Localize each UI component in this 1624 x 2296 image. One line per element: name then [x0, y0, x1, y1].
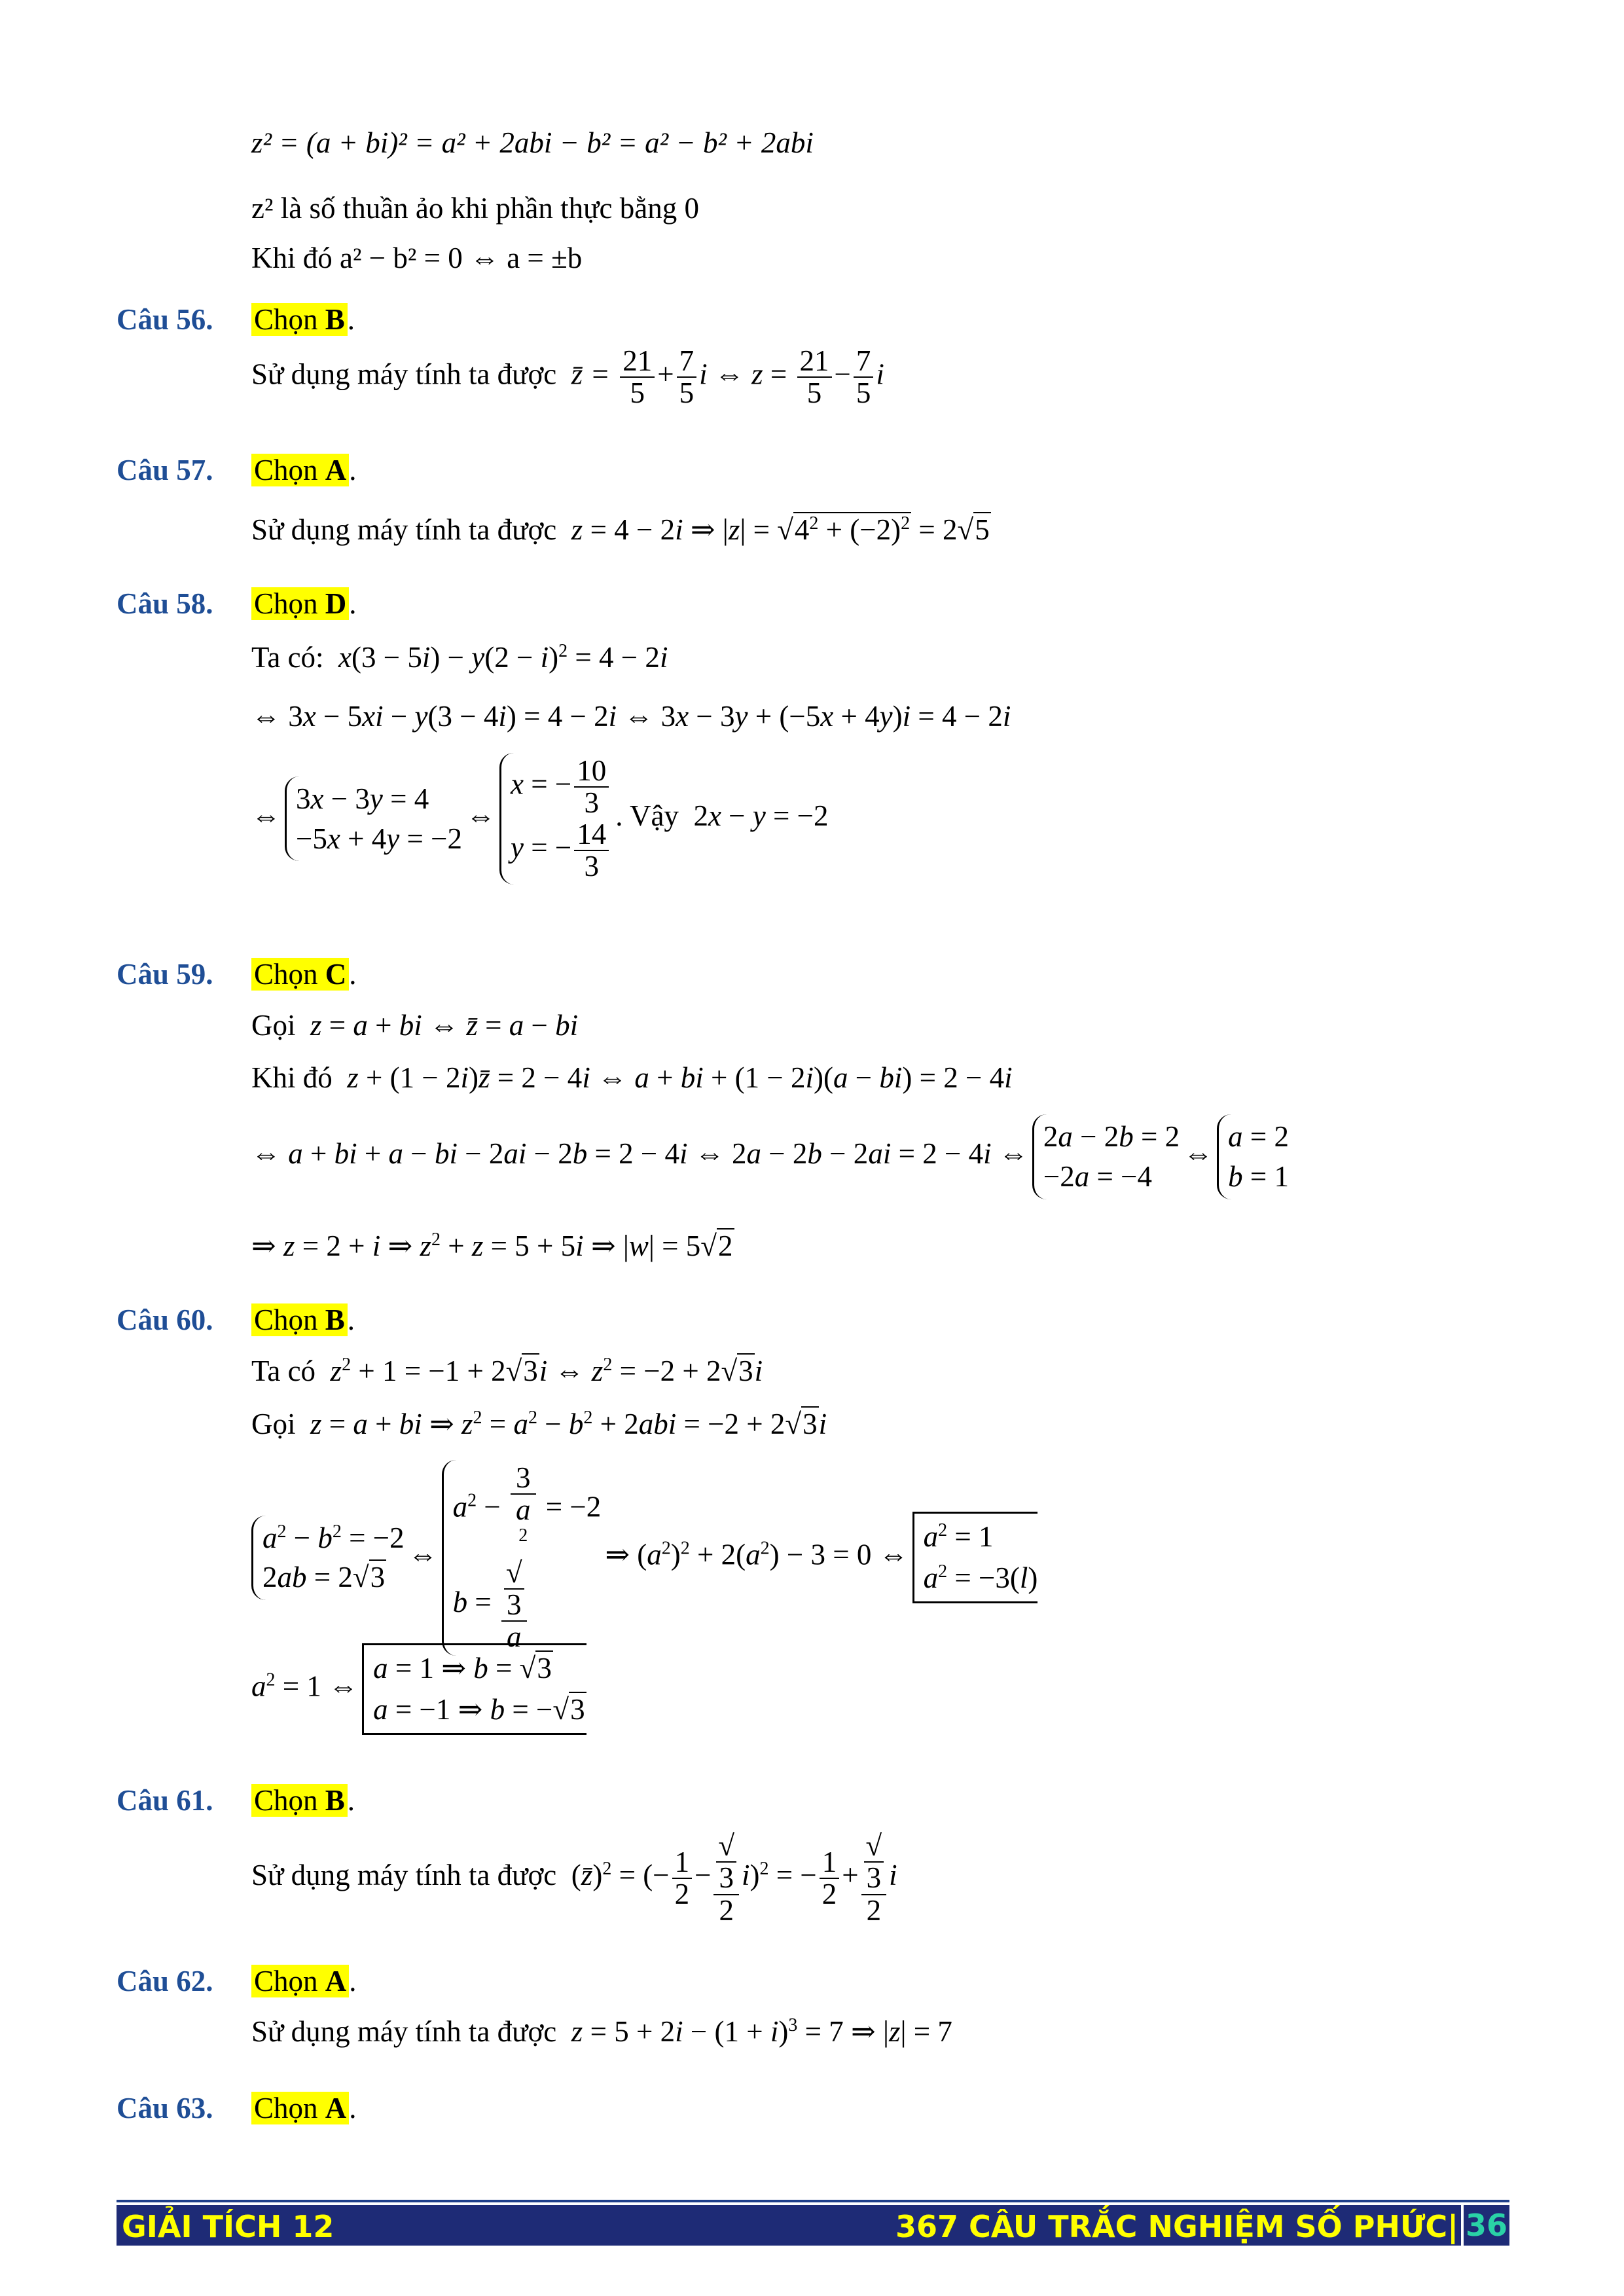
question-60-step3: $a^2 - b^2 = -2$ 2ab = 2√3 ⇔ $a^2$ − 3 a $^2$ = −2 b = √ 3 a ⇒ $(a^2)^2 + 2(a^2) - 3 = 0$ ⇔ $a^2 = 1$ $a^2 = -3(l)$ [251, 1460, 1041, 1656]
footer-right-title: 367 CÂU TRẮC NGHIỆM SỐ PHỨC| [895, 2209, 1458, 2244]
eq-khi-do: Khi đó a² − b² = 0 ⇔ a = ±b [251, 242, 583, 274]
question-62-label: Câu 62. [117, 1965, 213, 1997]
eq-z-squared: z² = (a + bi)² = a² + 2abi − b² = a² − b² + 2abi [251, 126, 814, 159]
question-57-label: Câu 57. [117, 454, 213, 486]
question-57-choice: Chọn A. [251, 453, 357, 487]
question-56-label: Câu 56. [117, 303, 213, 336]
footer-left-title: GIẢI TÍCH 12 [122, 2209, 334, 2244]
question-62-solution: Sử dụng máy tính ta được $z = 5 + 2i - (1 + i)^3 = 7$ ⇒ |z| = 7 [251, 2015, 952, 2048]
question-60-step1: Ta có $z^2 + 1 = -1 + 2√3i$ ⇔ $z^2 = -2 + 2√3i$ [251, 1355, 763, 1387]
question-58-step3: ⇔ 3x − 3y = 4 −5x + 4y = −2 ⇔ x = − $\frac{10}{3}$ y = − $\frac{14}{3}$ . Vậy 2x − y = −2 [251, 753, 829, 884]
question-63-label: Câu 63. [117, 2092, 213, 2124]
question-59-step3: ⇔ a + bi + a − bi − 2ai − 2b = 2 − 4i ⇔ 2a − 2b − 2ai = 2 − 4i ⇔ 2a − 2b = 2 −2a = −4 ⇔ a = 2 b = 1 [251, 1114, 1293, 1199]
question-60-step4: $a^2 = 1$ ⇔ a = 1 ⇒ b = √3 a = −1 ⇒ b = −√3 [251, 1643, 590, 1735]
question-59-step2: Khi đó z + (1 − 2i)z̄ = 2 − 4i ⇔ a + bi + (1 − 2i)(a − bi) = 2 − 4i [251, 1061, 1013, 1094]
question-56-choice: Chọn B. [251, 302, 355, 337]
question-58-step1: Ta có: $x(3 - 5i) - y(2 - i)^2 = 4 - 2i$ [251, 641, 668, 674]
page-number: 36 [1461, 2205, 1509, 2246]
question-58-choice: Chọn D. [251, 587, 357, 621]
text-pure-imaginary: z² là số thuần ảo khi phần thực bằng 0 [251, 192, 699, 225]
question-63-choice: Chọn A. [251, 2091, 357, 2125]
question-60-choice: Chọn B. [251, 1303, 355, 1337]
question-58-step2: ⇔ 3x − 5xi − y(3 − 4i) = 4 − 2i ⇔ 3x − 3y + (−5x + 4y)i = 4 − 2i [251, 700, 1011, 733]
question-58-label: Câu 58. [117, 587, 213, 620]
question-59-step4: ⇒ z = 2 + i ⇒ $z^2 + z = 5 + 5i$ ⇒ |w| = 5√2 [251, 1230, 733, 1262]
question-62-choice: Chọn A. [251, 1964, 357, 1998]
footer-rule [117, 2200, 1509, 2202]
question-56-solution: Sử dụng máy tính ta được z̄ = $\frac{21}{5}$ + $\frac{7}{5}$ i ⇔ z = $\frac{21}{5}$ − $\frac{7}{5}$ i [251, 344, 884, 410]
question-59-step1: Gọi z = a + bi ⇔ z̄ = a − bi [251, 1009, 579, 1042]
question-61-solution: Sử dụng máy tính ta được (z̄)$^2$ = (− $\frac{1}{2}$ − √ 3 2 i)$^2$ = − $\frac{1}{2}$ + √ 3 2 i [251, 1829, 897, 1927]
question-59-choice: Chọn C. [251, 957, 357, 991]
question-61-label: Câu 61. [117, 1784, 213, 1817]
question-59-label: Câu 59. [117, 958, 213, 991]
question-60-step2: Gọi z = a + bi ⇒ $z^2 = a^2 - b^2 + 2abi = -2 + 2√3i$ [251, 1408, 827, 1440]
question-61-choice: Chọn B. [251, 1783, 355, 1817]
question-57-solution: Sử dụng máy tính ta được z = 4 − 2i ⇒ $|z| = √4^2 + (-2)^2 = 2√5$ [251, 513, 990, 546]
question-60-label: Câu 60. [117, 1303, 213, 1336]
footer-bar [117, 2205, 1509, 2246]
